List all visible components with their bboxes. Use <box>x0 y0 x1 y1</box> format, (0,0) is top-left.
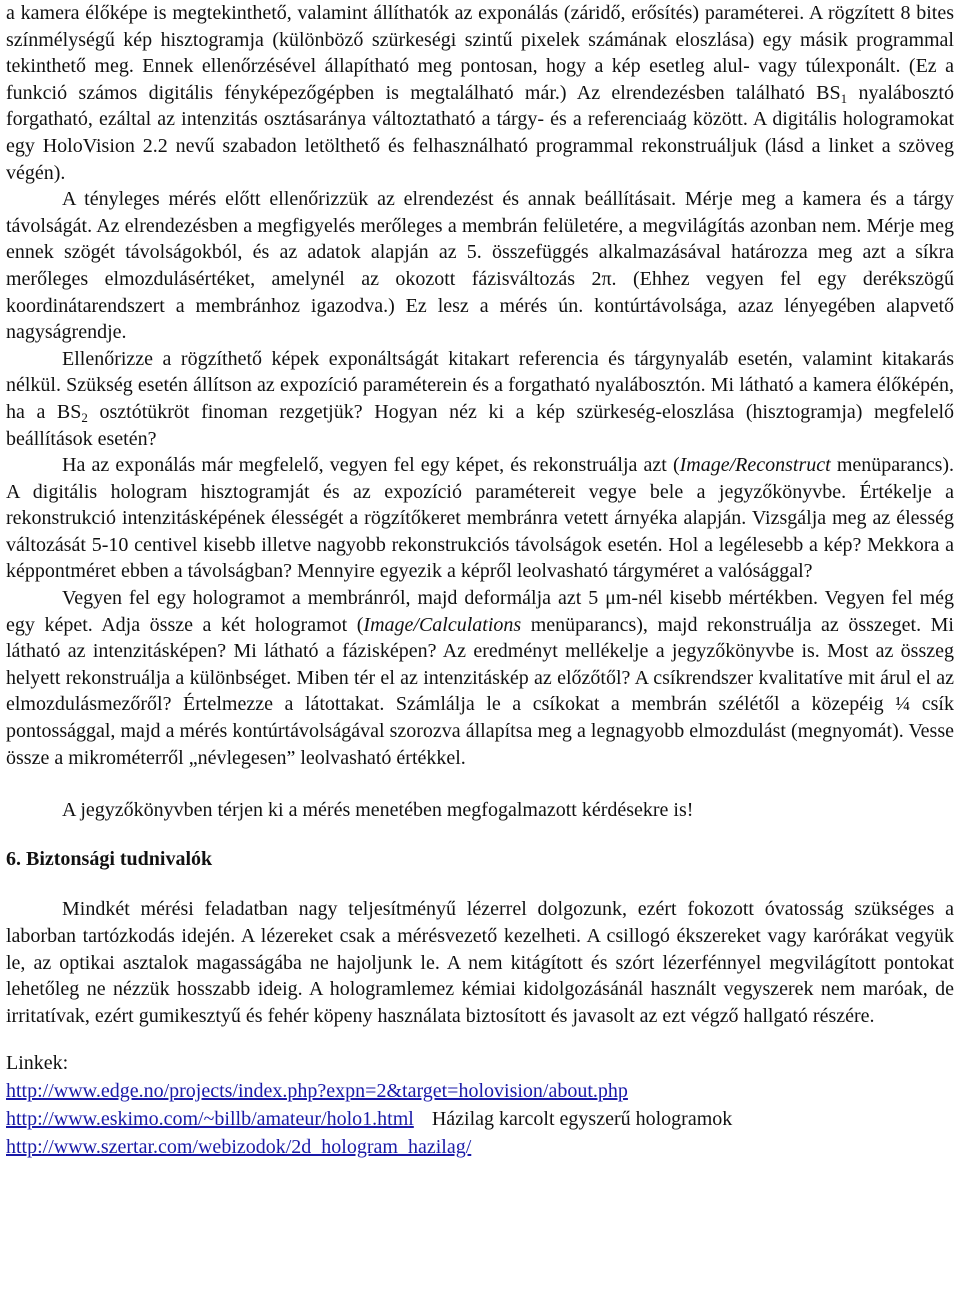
link-szertar[interactable]: http://www.szertar.com/webizodok/2d_hologram_hazilag/ <box>6 1136 472 1159</box>
paragraph-exposure-check: Ellenőrizze a rögzíthető képek exponáltságát kitakart referencia és tárgynyaláb esetén, valamint kitakarás nélkül. Szükség esetén állítson az expozíció paraméterein és a forgatható nyalábosztón. Mi látható a kamera élőképén, ha a $BS_2$ osztótükröt finoman rezgetjük? Hogyan néz ki a kép szürkeség-eloszlása (hisztogramja) megfelelő beállítások esetén? <box>6 347 955 450</box>
link-eskimo[interactable]: http://www.eskimo.com/~billb/amateur/holo1.html <box>6 1108 414 1131</box>
paragraph-report-note: A jegyzőkönyvben térjen ki a mérés menetében megfogalmazott kérdésekre is! <box>62 799 694 822</box>
paragraph-deformation: Vegyen fel egy hologramot a membránról, majd deformálja azt 5 μm-nél kisebb mértékben. Vegyen fel még egy képet. Adja össze a két hologramot (Image/Calculations menüparancs), majd rekonstruálja az összeget. Mi látható az intenzitásképen? Mi látható a fázisképen? Az eredményt mellékelje a jegyzőkönyvbe is. Most az összeg helyett rekonstruálja a különbséget. Miben tér el az intenzitáskép az előzőtől? A csíkrendszer kvalitatíve mit árul el az elmozdulásmezőről? Értelmezze a látottakat. Számlálja le a csíkokat a membrán szélétől a közepéig ¼ csík pontossággal, majd a mérés kontúrtávolságával szorozva állapítsa meg a legnagyobb elmozdulást (megnyomát). Vesse össze a mikrométerről „névlegesen” leolvasható értékkel. <box>6 587 954 769</box>
links-section <box>6 1049 954 1161</box>
section-title: 6. Biztonsági tudnivalók <box>6 847 213 870</box>
paragraph-camera-histogram: a kamera élőképe is megtekinthető, valamint állíthatók az exponálás (záridő, erősítés) paraméterei. A rögzített 8 bites színmélységű kép hisztogramja (különböző szürkeségi szintű pixelek számának eloszlása) egy másik programmal tekinthető meg. Ennek ellenőrzésével állapítható meg pontosan, hogy a kép esetleg alul- vagy túlexponált. (Ez a funkció számos digitális fényképezőgépben is megtalálható már.) Az elrendezésben található $BS_1$ nyalábosztó forgatható, ezáltal az intenzitás osztásaránya változtatható a tárgy- és a referenciaág között. A digitális hologramokat egy HoloVision 2.2 nevű szabadon letölthető és felhasználható programmal rekonstruáljuk (lásd a linket a szöveg végén). <box>6 2 954 184</box>
link-row-2 <box>6 1105 954 1133</box>
link-row-3 <box>6 1133 954 1161</box>
paragraph-safety: Mindkét mérési feladatban nagy teljesítményű lézerrel dolgozunk, ezért fokozott óvatosság szükséges a laborban tartózkodás idején. A lézereket csak a mérésvezető kezelheti. A csillogó ékszereket vagy karórákat vegyük le, az optikai asztalok magasságába ne hajoljunk le. A nem kitágított és szórt lézerfénnyel megvilágított pontokat lehetőleg ne nézzük hosszabb ideig. A hologramlemez kémiai kidolgozásánál használt vegyszerek nem maróak, de irritatívak, ezért gumikesztyű és fehér köpeny használata biztosított és javasolt az ezt végző hallgató részére. <box>6 898 954 1027</box>
links-heading: Linkek: <box>6 1052 69 1075</box>
link-eskimo-description: Házilag karcolt egyszerű hologramok <box>431 1108 733 1131</box>
link-holovision[interactable]: http://www.edge.no/projects/index.php?expn=2&target=holovision/about.php <box>6 1080 628 1103</box>
link-row-1 <box>6 1077 954 1105</box>
paragraph-measurement-setup: A tényleges mérés előtt ellenőrizzük az elrendezést és annak beállításait. Mérje meg a kamera és a tárgy távolságát. Az elrendezésben a megfigyelés merőleges a membrán felületére, a megvilágítás azonban nem. Mérje meg ennek szögét távolságokból, és az adatok alapján az 5. összefüggés alkalmazásával határozza meg azt a síkra merőleges elmozdulásértéket, amelynél az okozott fázisváltozás 2π. (Ehhez vegyen fel egy derékszögű koordinátarendszert a membránhoz igazodva.) Ez lesz a mérés ún. kontúrtávolsága, azaz lényegében alapvető nagyságrendje. <box>6 188 954 344</box>
paragraph-reconstruction: Ha az exponálás már megfelelő, vegyen fel egy képet, és rekonstruálja azt (Image/Reconstruct menüparancs). A digitális hologram hisztogramját és az expozíció paramétereit vegye bele a jegyzőkönyvbe. Értékelje a rekonstrukció intenzitásképének élességét a rögzítőkeret membránra vetett árnyéka alapján. Vizsgálja meg az élesség változását 5-10 centivel kisebb illetve nagyobb rekonstrukciós távolságok esetén. Hol a legélesebb a kép? Mekkora a képpontméret ebben a távolságban? Mennyire egyezik a képről leolvasható tárgyméret a valósággal? <box>6 454 955 583</box>
